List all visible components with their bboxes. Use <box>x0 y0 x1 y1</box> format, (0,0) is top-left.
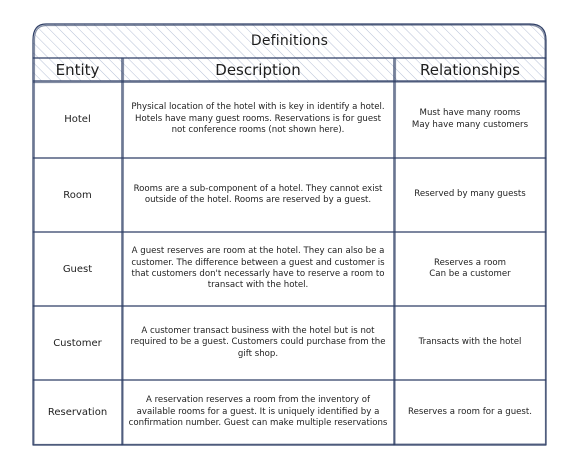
entity-guest: Guest <box>62 263 93 275</box>
entity-customer: Customer <box>53 337 102 349</box>
header-entity: Entity <box>55 60 100 79</box>
relationships-hotel: Must have many rooms May have many customers <box>411 108 529 130</box>
description-hotel: Physical location of the hotel with is key in identify a hotel. Hotels have many guest rooms. Reservations is for guest not conference rooms (not shown here). <box>131 102 385 136</box>
header-description: Description <box>215 60 301 79</box>
entity-room: Room <box>63 189 92 201</box>
description-customer: A customer transact business with the hotel but is not required to be a guest. Customers could purchase from the gift shop. <box>130 325 386 359</box>
description-guest: A guest reserves are room at the hotel. They can also be a customer. The difference between a guest and customer is that customers don't necessarly have to reserve a room to transact with the hotel. <box>131 246 385 291</box>
table-title: Definitions <box>250 33 329 49</box>
entity-hotel: Hotel <box>64 114 91 125</box>
relationships-guest: Reserves a room Can be a customer <box>429 257 511 279</box>
relationships-customer: Transacts with the hotel <box>418 337 522 348</box>
description-room: Rooms are a sub-component of a hotel. They cannot exist outside of the hotel. Rooms are reserved by a guest. <box>133 183 383 205</box>
relationships-reservation: Reserves a room for a guest. <box>407 406 533 417</box>
relationships-room: Reserved by many guests <box>414 189 526 200</box>
header-relationships: Relationships <box>420 60 520 79</box>
entity-reservation: Reservation <box>47 407 108 418</box>
description-reservation: A reservation reserves a room from the inventory of available rooms for a guest. It is uniquely identified by a confirmation number. Guest can make multiple reservations <box>128 395 388 429</box>
